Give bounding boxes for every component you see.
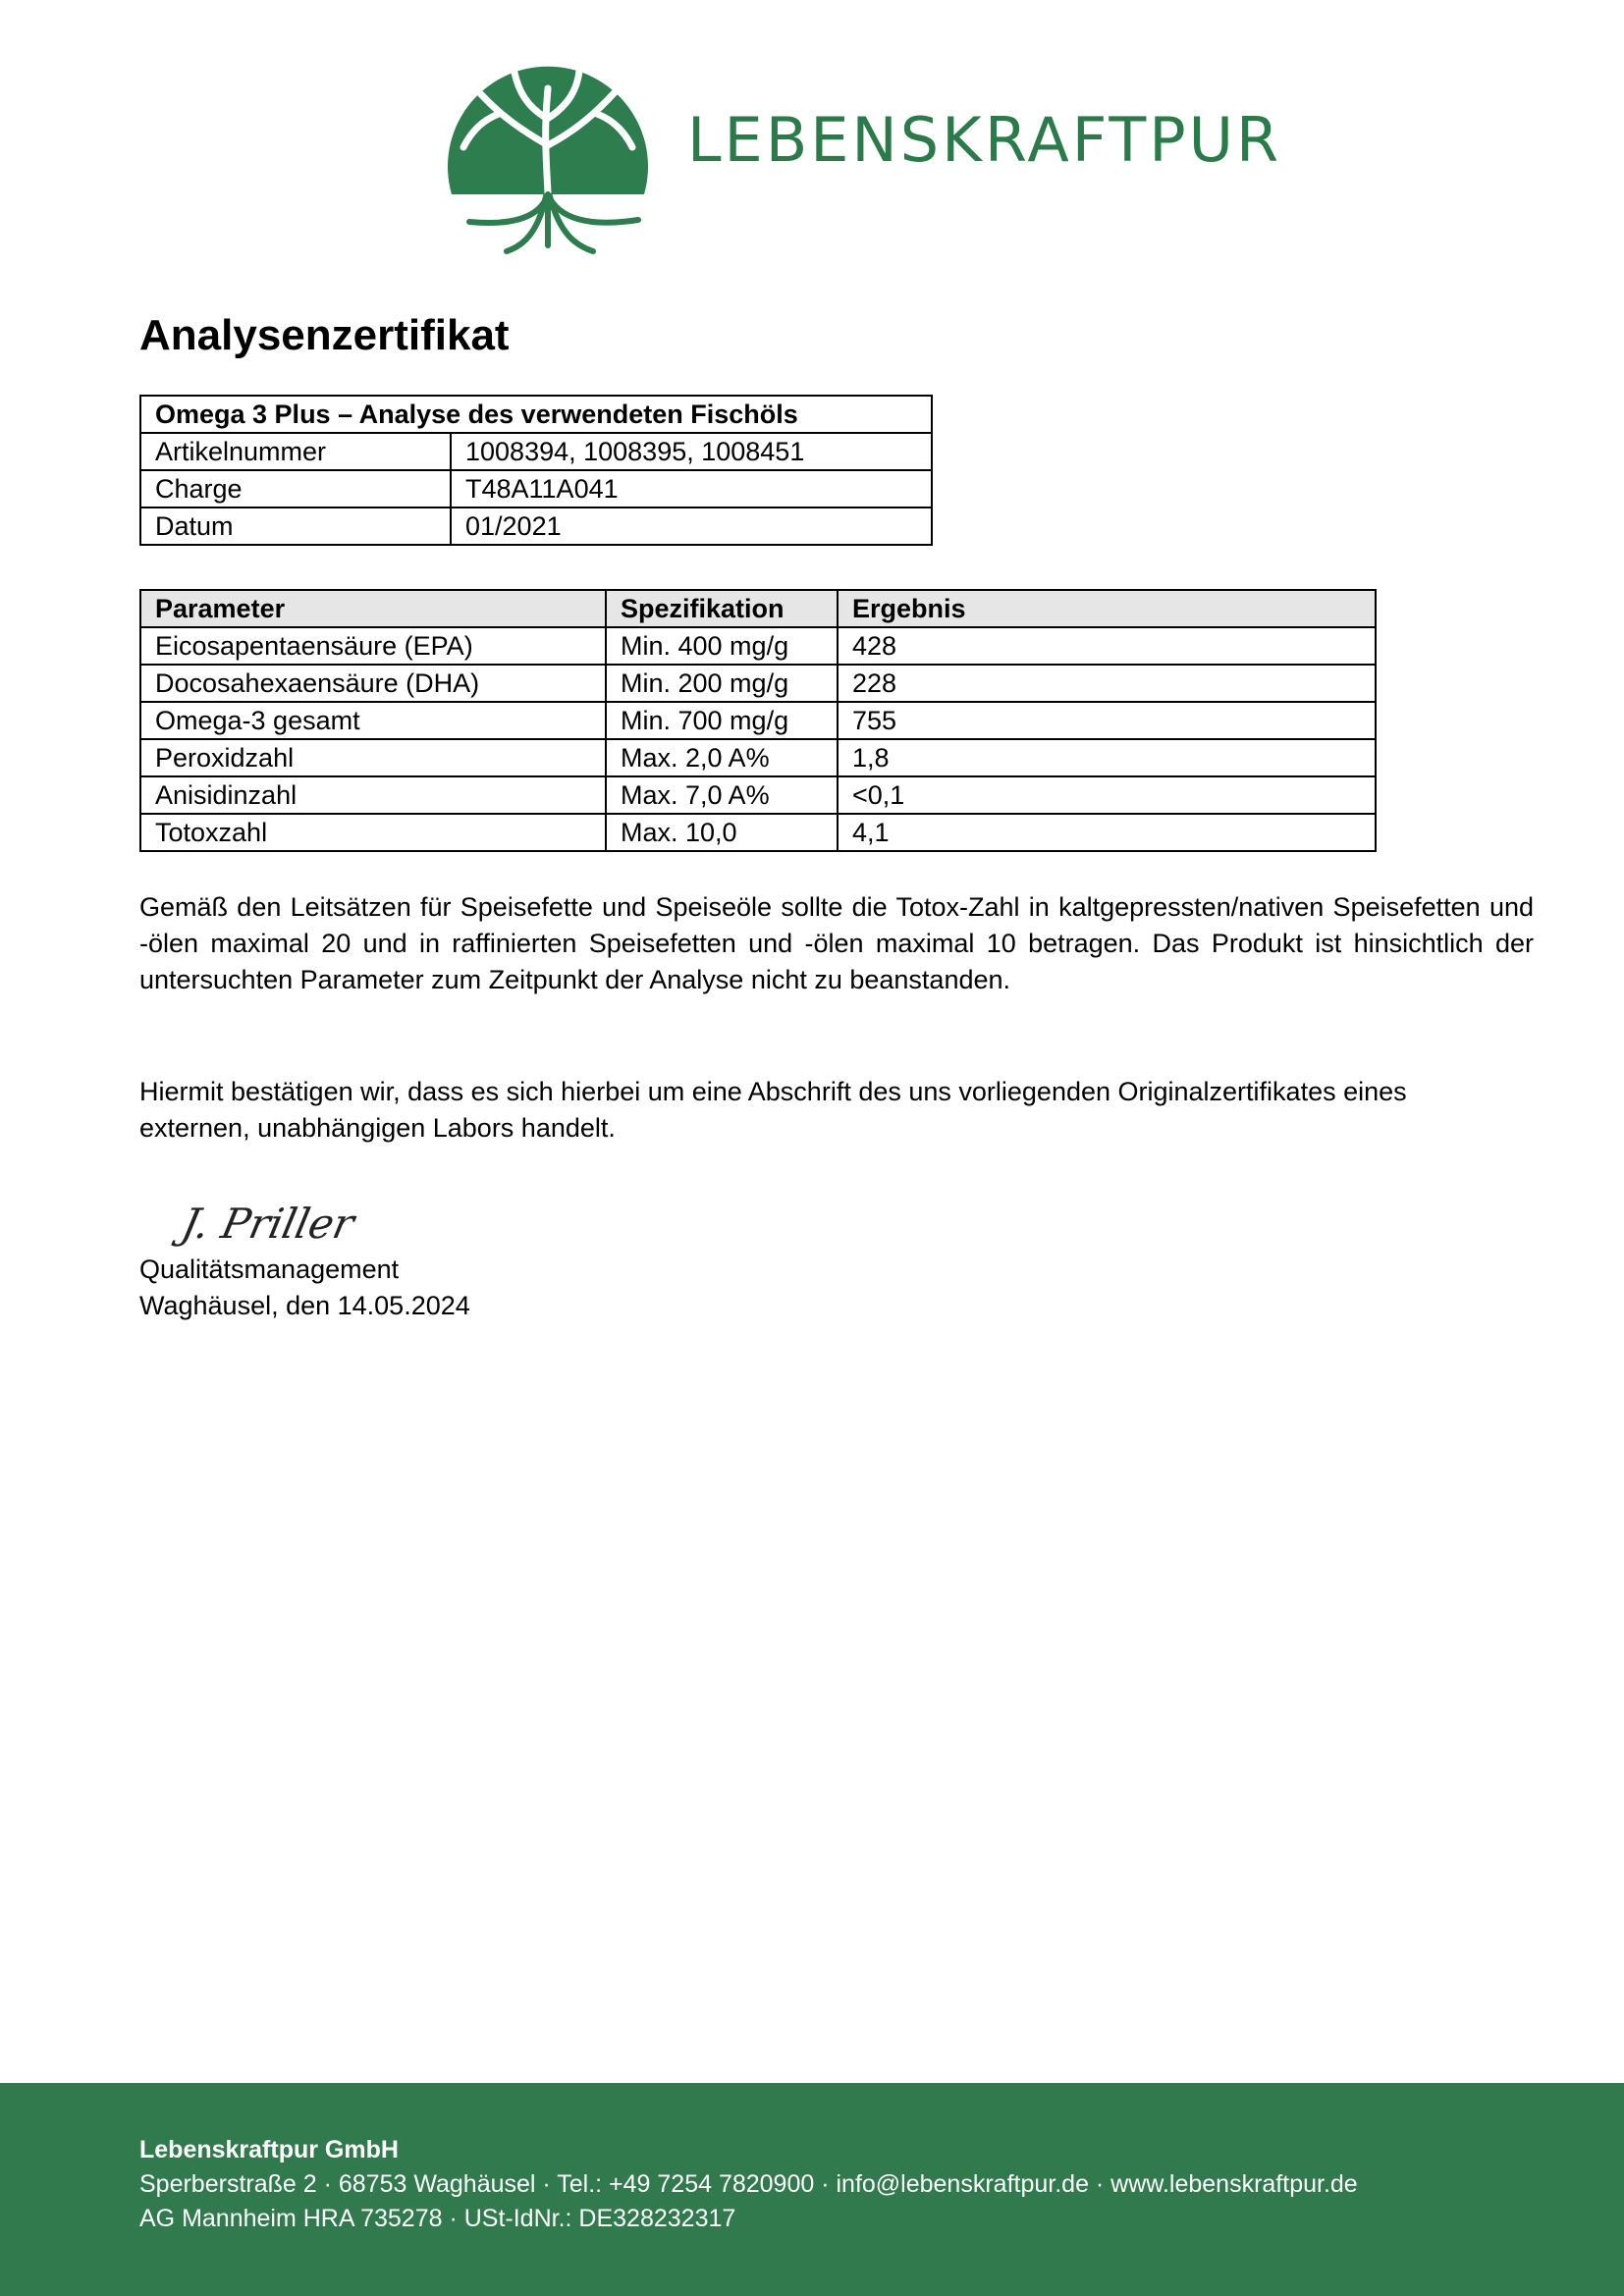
specification-cell: Min. 400 mg/g [606,627,838,665]
parameter-cell: Docosahexaensäure (DHA) [140,665,606,702]
specification-cell: Min. 700 mg/g [606,702,838,739]
table-header-row [140,590,1376,627]
parameter-cell: Totoxzahl [140,814,606,851]
table-row [140,507,932,545]
result-cell: 755 [838,702,1376,739]
column-header: Ergebnis [838,590,1376,627]
info-label: Artikelnummer [140,433,451,470]
result-cell: <0,1 [838,776,1376,814]
info-value: 01/2021 [451,507,932,545]
column-header: Parameter [140,590,606,627]
parameter-cell: Peroxidzahl [140,739,606,776]
assessment-paragraph: Gemäß den Leitsätzen für Speisefette und Speiseöle sollte die Totox-Zahl in kaltgepressten/nativen Speisefetten und -ölen maximal 20 und in raffinierten Speisefetten und -ölen maximal 10 betragen. Das Produkt ist hinsichtlich der untersuchten Parameter zum Zeitpunkt der Analyse nicht zu beanstanden. [139,892,1534,994]
product-info-table [139,395,933,546]
brand-name: LEBENSKRAFTPUR [687,104,1282,176]
info-label: Datum [140,507,451,545]
specification-cell: Max. 2,0 A% [606,739,838,776]
result-cell: 228 [838,665,1376,702]
table-row [140,470,932,507]
signature: J. Priller [177,1200,359,1248]
column-header: Spezifikation [606,590,838,627]
footer-address: Sperberstraße 2 · 68753 Waghäusel · Tel.: +49 7254 7820900 · info@lebenskraftpur.de · www.lebenskraftpur.de [139,2170,1358,2198]
specification-cell: Max. 10,0 [606,814,838,851]
table-row [140,665,1376,702]
place-date: Waghäusel, den 14.05.2024 [139,1291,470,1320]
info-value: 1008394, 1008395, 1008451 [451,433,932,470]
result-cell: 428 [838,627,1376,665]
specification-cell: Max. 7,0 A% [606,776,838,814]
signer-role: Qualitätsmanagement [139,1255,400,1284]
analysis-table [139,589,1377,852]
tree-logo-icon [430,49,666,255]
info-value: T48A11A041 [451,470,932,507]
table-row [140,702,1376,739]
result-cell: 4,1 [838,814,1376,851]
specification-cell: Min. 200 mg/g [606,665,838,702]
footer-register: AG Mannheim HRA 735278 · USt-IdNr.: DE328232317 [139,2205,736,2232]
footer [0,2083,1624,2296]
footer-company: Lebenskraftpur GmbH [139,2136,399,2163]
page-title: Analysenzertifikat [139,311,510,359]
parameter-cell: Omega-3 gesamt [140,702,606,739]
parameter-cell: Anisidinzahl [140,776,606,814]
confirmation-paragraph: Hiermit bestätigen wir, dass es sich hierbei um eine Abschrift des uns vorliegenden Originalzertifikates eines externen, unabhängigen Labors handelt. [139,1077,1407,1143]
table-row [140,739,1376,776]
table-row [140,814,1376,851]
result-cell: 1,8 [838,739,1376,776]
table-row [140,433,932,470]
info-label: Charge [140,470,451,507]
table-row [140,627,1376,665]
product-info-header: Omega 3 Plus – Analyse des verwendeten Fischöls [140,396,932,433]
table-row [140,776,1376,814]
parameter-cell: Eicosapentaensäure (EPA) [140,627,606,665]
